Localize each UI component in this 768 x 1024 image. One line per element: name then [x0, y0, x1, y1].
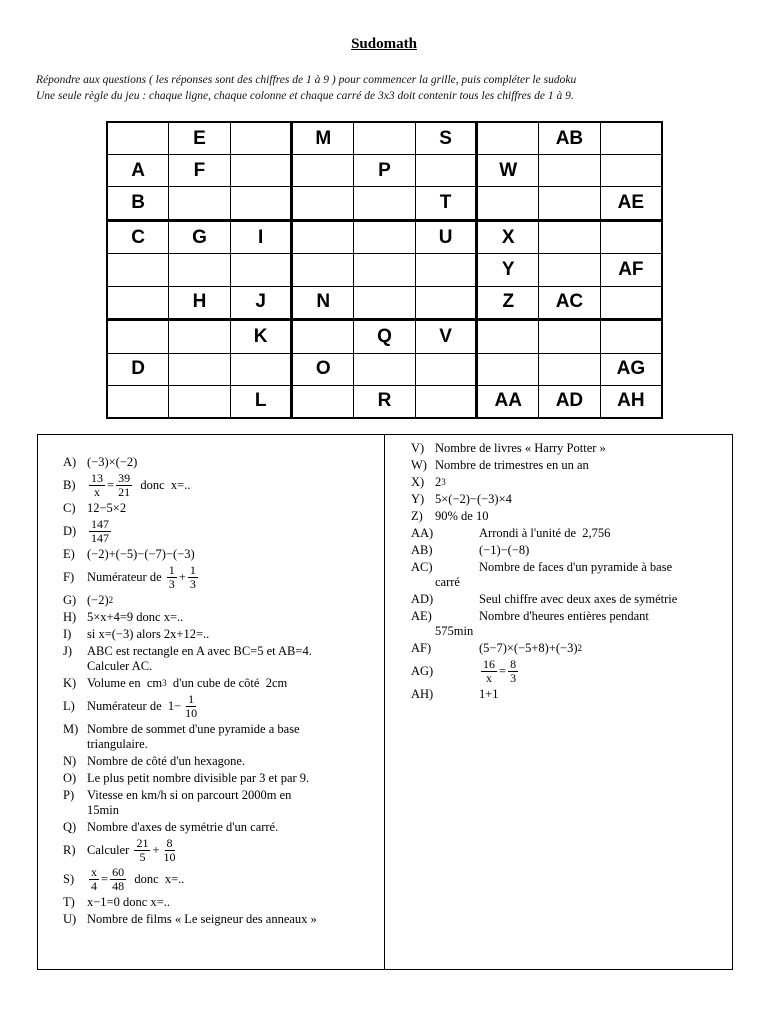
grid-cell[interactable]: Y	[477, 254, 539, 286]
grid-cell[interactable]	[230, 122, 292, 155]
grid-cell[interactable]	[107, 385, 169, 418]
grid-cell[interactable]	[600, 155, 662, 187]
grid-cell[interactable]	[292, 155, 354, 187]
question-af: AF) (5−7)×(−5+8)+(−3) 2	[411, 641, 583, 655]
grid-row	[107, 385, 662, 418]
grid-cell[interactable]: X	[477, 220, 539, 254]
question-ag: AG) $\frac{16}{x}$ = $\frac{8}{3}$	[411, 657, 517, 685]
grid-cell[interactable]	[107, 320, 169, 354]
grid-cell[interactable]	[415, 385, 477, 418]
grid-cell[interactable]	[477, 353, 539, 385]
question-r: R) Calculer $\frac{21}{5}$ + $\frac{8}{10}$	[63, 836, 176, 864]
grid-cell[interactable]	[354, 122, 416, 155]
grid-cell[interactable]: AD	[539, 385, 601, 418]
page-title: Sudomath	[351, 36, 417, 52]
question-ad: AD) Seul chiffre avec deux axes de symétrie	[411, 592, 678, 606]
question-m: M) Nombre de sommet d'une pyramide a base triangulaire.	[63, 722, 300, 751]
grid-cell[interactable]: E	[169, 122, 231, 155]
questions-right-column	[411, 441, 731, 704]
column-divider	[384, 435, 385, 969]
grid-cell[interactable]	[415, 155, 477, 187]
grid-cell[interactable]: AF	[600, 254, 662, 286]
grid-cell[interactable]	[354, 353, 416, 385]
grid-row	[107, 353, 662, 385]
grid-cell[interactable]	[230, 353, 292, 385]
grid-cell[interactable]	[169, 254, 231, 286]
grid-cell[interactable]: AC	[539, 286, 601, 320]
grid-cell[interactable]	[539, 254, 601, 286]
question-e: E) (−2)+(−5)−(−7)−(−3)	[63, 547, 195, 561]
grid-cell[interactable]: AB	[539, 122, 601, 155]
grid-cell[interactable]: P	[354, 155, 416, 187]
grid-cell[interactable]: H	[169, 286, 231, 320]
grid-cell[interactable]	[477, 320, 539, 354]
grid-cell[interactable]: AH	[600, 385, 662, 418]
instruction-line-1: Répondre aux questions ( les réponses sont des chiffres de 1 à 9 ) pour commencer la grille, puis compléter le sudoku	[36, 74, 577, 86]
grid-cell[interactable]: B	[107, 187, 169, 221]
question-p: P) Vitesse en km/h si on parcourt 2000m en 15min	[63, 788, 292, 817]
question-u: U) Nombre de films « Le seigneur des anneaux »	[63, 912, 317, 926]
grid-cell[interactable]	[415, 286, 477, 320]
grid-cell[interactable]: W	[477, 155, 539, 187]
grid-cell[interactable]	[600, 220, 662, 254]
grid-cell[interactable]	[539, 220, 601, 254]
grid-cell[interactable]	[539, 155, 601, 187]
grid-cell[interactable]	[354, 187, 416, 221]
grid-cell[interactable]: Z	[477, 286, 539, 320]
grid-cell[interactable]: AG	[600, 353, 662, 385]
question-ae: AE) Nombre d'heures entières pendant 575min	[411, 609, 649, 638]
grid-cell[interactable]	[292, 254, 354, 286]
grid-cell[interactable]: G	[169, 220, 231, 254]
grid-cell[interactable]: N	[292, 286, 354, 320]
grid-cell[interactable]	[539, 353, 601, 385]
grid-cell[interactable]	[539, 320, 601, 354]
question-t: T) x−1=0 donc x=..	[63, 895, 170, 909]
grid-row	[107, 187, 662, 221]
grid-cell[interactable]	[292, 385, 354, 418]
grid-cell[interactable]	[107, 254, 169, 286]
grid-cell[interactable]: D	[107, 353, 169, 385]
question-y: Y) 5×(−2)−(−3)×4	[411, 492, 512, 506]
grid-cell[interactable]: V	[415, 320, 477, 354]
grid-cell[interactable]: R	[354, 385, 416, 418]
grid-cell[interactable]: C	[107, 220, 169, 254]
grid-cell[interactable]	[539, 187, 601, 221]
grid-cell[interactable]	[600, 286, 662, 320]
grid-cell[interactable]	[107, 286, 169, 320]
grid-cell[interactable]	[169, 320, 231, 354]
grid-cell[interactable]: T	[415, 187, 477, 221]
grid-row	[107, 122, 662, 155]
question-z: Z) 90% de 10	[411, 509, 489, 523]
grid-row	[107, 155, 662, 187]
question-s: S) $\frac{x}{4}$ = $\frac{60}{48}$ donc x=..	[63, 865, 185, 893]
grid-cell[interactable]: S	[415, 122, 477, 155]
grid-cell[interactable]: F	[169, 155, 231, 187]
grid-cell[interactable]	[415, 254, 477, 286]
grid-cell[interactable]	[477, 187, 539, 221]
grid-cell[interactable]: AA	[477, 385, 539, 418]
instructions	[36, 72, 736, 104]
grid-cell[interactable]	[169, 385, 231, 418]
grid-row	[107, 320, 662, 354]
question-d: D) $\frac{147}{147}$	[63, 517, 109, 545]
grid-cell[interactable]	[107, 122, 169, 155]
grid-cell[interactable]	[477, 122, 539, 155]
grid-cell[interactable]	[230, 187, 292, 221]
question-v: V) Nombre de livres « Harry Potter »	[411, 441, 606, 455]
sudoku-grid	[106, 121, 663, 419]
question-n: N) Nombre de côté d'un hexagone.	[63, 754, 246, 768]
grid-cell[interactable]	[230, 155, 292, 187]
question-j: J) ABC est rectangle en A avec BC=5 et AB=4. Calculer AC.	[63, 644, 312, 673]
question-a: A) (−3)×(−2)	[63, 455, 138, 469]
grid-cell[interactable]: M	[292, 122, 354, 155]
question-h: H) 5×x+4=9 donc x=..	[63, 610, 184, 624]
question-ac: AC) Nombre de faces d'un pyramide à base carré	[411, 560, 673, 589]
questions-box	[37, 434, 733, 970]
grid-cell[interactable]	[292, 320, 354, 354]
grid-row	[107, 254, 662, 286]
grid-cell[interactable]	[600, 320, 662, 354]
grid-cell[interactable]	[415, 353, 477, 385]
grid-row	[107, 286, 662, 320]
questions-left-column	[63, 455, 383, 929]
grid-cell[interactable]	[292, 220, 354, 254]
grid-cell[interactable]	[354, 286, 416, 320]
grid-cell[interactable]: O	[292, 353, 354, 385]
question-b: B) $\frac{13}{x}$ = $\frac{39}{21}$ donc x=..	[63, 471, 191, 499]
grid-cell[interactable]: L	[230, 385, 292, 418]
question-o: O) Le plus petit nombre divisible par 3 et par 9.	[63, 771, 310, 785]
question-l: L) Numérateur de 1− $\frac{1}{10}$	[63, 692, 198, 720]
question-aa: AA) Arrondi à l'unité de 2,756	[411, 526, 611, 540]
question-ah: AH) 1+1	[411, 687, 499, 701]
question-x: X) 2 3	[411, 475, 446, 489]
question-w: W) Nombre de trimestres en un an	[411, 458, 589, 472]
question-g: G) (−2) 2	[63, 593, 114, 607]
grid-row	[107, 220, 662, 254]
grid-cell[interactable]	[169, 187, 231, 221]
question-k: K) Volume en cm 3 d'un cube de côté 2cm	[63, 676, 288, 690]
grid-cell[interactable]: I	[230, 220, 292, 254]
question-ab: AB) (−1)−(−8)	[411, 543, 530, 557]
question-i: I) si x=(−3) alors 2x+12=..	[63, 627, 210, 641]
grid-cell[interactable]: J	[230, 286, 292, 320]
grid-cell[interactable]	[354, 254, 416, 286]
grid-cell[interactable]	[354, 220, 416, 254]
grid-cell[interactable]	[600, 122, 662, 155]
question-q: Q) Nombre d'axes de symétrie d'un carré.	[63, 820, 279, 834]
grid-cell[interactable]: A	[107, 155, 169, 187]
grid-cell[interactable]	[230, 254, 292, 286]
question-c: C) 12−5×2	[63, 501, 127, 515]
grid-cell[interactable]	[169, 353, 231, 385]
grid-cell[interactable]: AE	[600, 187, 662, 221]
question-f: F) Numérateur de $\frac{1}{3}$ + $\frac{1}{3}$	[63, 563, 196, 591]
instruction-line-2: Une seule règle du jeu : chaque ligne, chaque colonne et chaque carré de 3x3 doit contenir tous les chiffres de 1 à 9.	[36, 90, 574, 102]
grid-cell[interactable]: U	[415, 220, 477, 254]
grid-cell[interactable]	[292, 187, 354, 221]
grid-cell[interactable]: Q	[354, 320, 416, 354]
grid-cell[interactable]: K	[230, 320, 292, 354]
